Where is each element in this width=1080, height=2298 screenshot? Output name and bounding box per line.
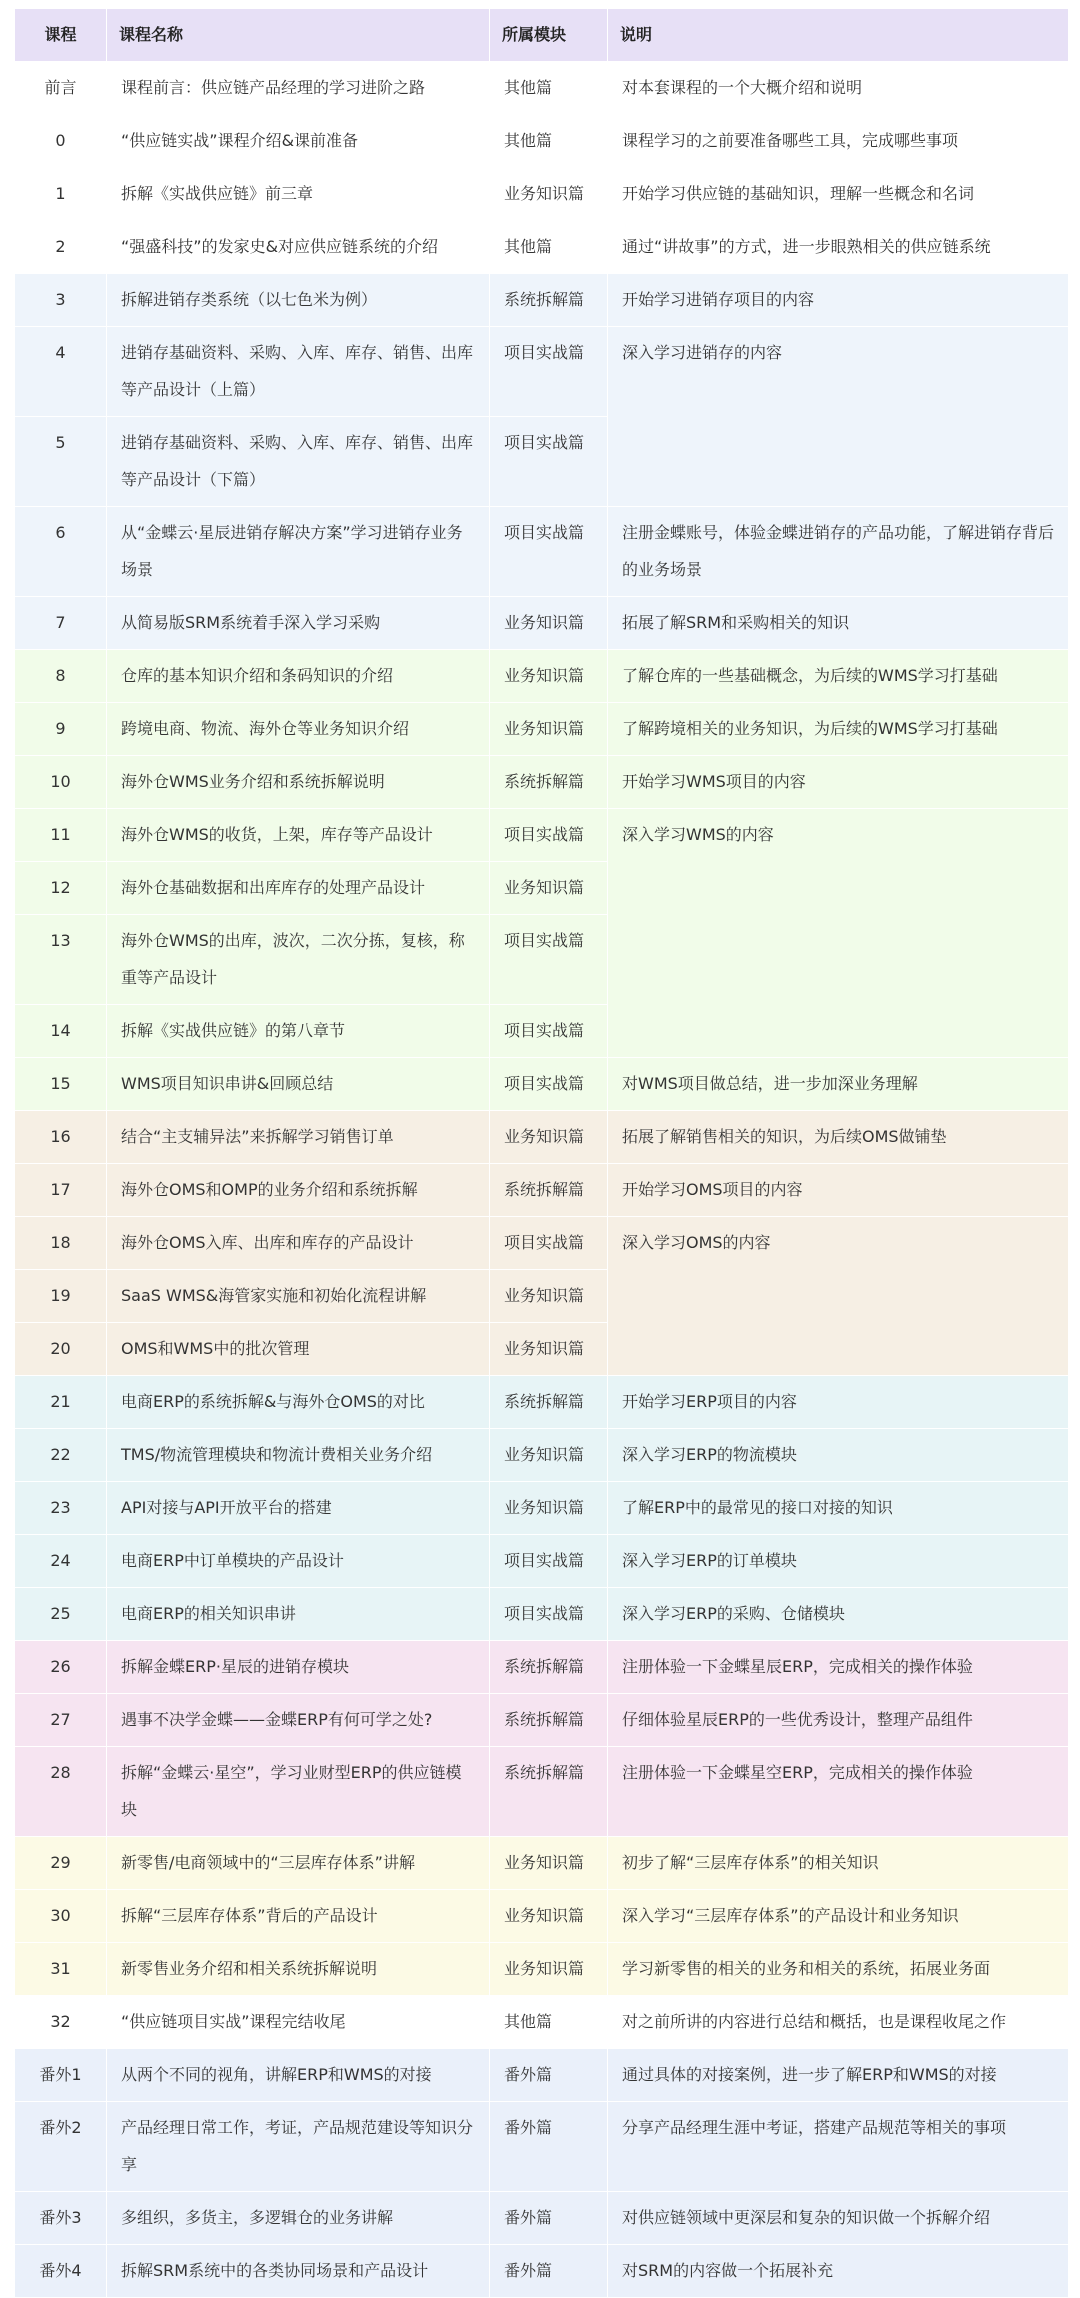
course-name: 产品经理日常工作，考证，产品规范建设等知识分享: [107, 2102, 490, 2192]
course-module: 项目实战篇: [490, 915, 608, 1005]
table-row: [15, 2102, 1069, 2192]
table-row: [15, 221, 1069, 274]
table-row: [15, 1996, 1069, 2049]
course-number: 7: [15, 597, 107, 650]
course-name: 拆解进销存类系统（以七色米为例）: [107, 274, 490, 327]
course-description: 开始学习OMS项目的内容: [608, 1164, 1069, 1217]
course-description: 注册金蝶账号，体验金蝶进销存的产品功能，了解进销存背后的业务场景: [608, 507, 1069, 597]
course-name: 海外仓WMS业务介绍和系统拆解说明: [107, 756, 490, 809]
course-name: 电商ERP的系统拆解&与海外仓OMS的对比: [107, 1376, 490, 1429]
course-number: 28: [15, 1747, 107, 1837]
course-description: 初步了解“三层库存体系”的相关知识: [608, 1837, 1069, 1890]
course-module: 番外篇: [490, 2192, 608, 2245]
course-name: 多组织，多货主，多逻辑仓的业务讲解: [107, 2192, 490, 2245]
course-module: 业务知识篇: [490, 650, 608, 703]
table-row: [15, 168, 1069, 221]
table-row: [15, 1943, 1069, 1996]
course-module: 系统拆解篇: [490, 274, 608, 327]
course-module: 系统拆解篇: [490, 1376, 608, 1429]
course-number: 23: [15, 1482, 107, 1535]
course-module: 其他篇: [490, 115, 608, 168]
table-row: [15, 650, 1069, 703]
course-module: 业务知识篇: [490, 1943, 608, 1996]
course-module: 业务知识篇: [490, 1890, 608, 1943]
course-description: 深入学习ERP的采购、仓储模块: [608, 1588, 1069, 1641]
course-name: 课程前言：供应链产品经理的学习进阶之路: [107, 62, 490, 115]
table-row: [15, 1482, 1069, 1535]
table-row: [15, 1111, 1069, 1164]
table-header: [15, 9, 1069, 62]
course-name: 新零售业务介绍和相关系统拆解说明: [107, 1943, 490, 1996]
course-description: 通过“讲故事”的方式，进一步眼熟相关的供应链系统: [608, 221, 1069, 274]
course-module: 项目实战篇: [490, 1535, 608, 1588]
course-module: 项目实战篇: [490, 327, 608, 417]
course-module: 其他篇: [490, 221, 608, 274]
course-module: 项目实战篇: [490, 507, 608, 597]
table-row: [15, 327, 1069, 417]
course-description: 对WMS项目做总结，进一步加深业务理解: [608, 1058, 1069, 1111]
course-description: 对本套课程的一个大概介绍和说明: [608, 62, 1069, 115]
course-number: 14: [15, 1005, 107, 1058]
course-number: 13: [15, 915, 107, 1005]
course-description: 分享产品经理生涯中考证，搭建产品规范等相关的事项: [608, 2102, 1069, 2192]
course-description: 拓展了解销售相关的知识，为后续OMS做铺垫: [608, 1111, 1069, 1164]
course-name: “供应链实战”课程介绍&课前准备: [107, 115, 490, 168]
course-name: 电商ERP中订单模块的产品设计: [107, 1535, 490, 1588]
table-row: [15, 1376, 1069, 1429]
course-number: 5: [15, 417, 107, 507]
course-name: 进销存基础资料、采购、入库、库存、销售、出库等产品设计（下篇）: [107, 417, 490, 507]
table-row: [15, 1429, 1069, 1482]
course-module: 业务知识篇: [490, 1482, 608, 1535]
course-name: 拆解《实战供应链》的第八章节: [107, 1005, 490, 1058]
course-module: 系统拆解篇: [490, 1641, 608, 1694]
header-course-name: 课程名称: [107, 9, 490, 62]
table-body: [15, 62, 1069, 2298]
course-table-container: [14, 8, 1068, 2298]
course-number: 10: [15, 756, 107, 809]
course-description: 深入学习ERP的物流模块: [608, 1429, 1069, 1482]
course-name: SaaS WMS&海管家实施和初始化流程讲解: [107, 1270, 490, 1323]
table-row: [15, 1641, 1069, 1694]
table-row: [15, 1694, 1069, 1747]
course-number: 31: [15, 1943, 107, 1996]
course-number: 19: [15, 1270, 107, 1323]
course-description: 了解ERP中的最常见的接口对接的知识: [608, 1482, 1069, 1535]
course-description: 注册体验一下金蝶星辰ERP，完成相关的操作体验: [608, 1641, 1069, 1694]
course-module: 业务知识篇: [490, 1270, 608, 1323]
course-description: 拓展了解SRM和采购相关的知识: [608, 597, 1069, 650]
course-number: 12: [15, 862, 107, 915]
course-module: 业务知识篇: [490, 862, 608, 915]
course-description: 开始学习供应链的基础知识，理解一些概念和名词: [608, 168, 1069, 221]
course-module: 番外篇: [490, 2245, 608, 2298]
course-module: 系统拆解篇: [490, 756, 608, 809]
course-module: 其他篇: [490, 1996, 608, 2049]
course-number: 0: [15, 115, 107, 168]
course-description: 仔细体验星辰ERP的一些优秀设计，整理产品组件: [608, 1694, 1069, 1747]
course-name: “强盛科技”的发家史&对应供应链系统的介绍: [107, 221, 490, 274]
course-description: 对之前所讲的内容进行总结和概括，也是课程收尾之作: [608, 1996, 1069, 2049]
table-row: [15, 2192, 1069, 2245]
table-row: [15, 1890, 1069, 1943]
course-name: 海外仓WMS的出库，波次，二次分拣，复核，称重等产品设计: [107, 915, 490, 1005]
table-row: [15, 507, 1069, 597]
course-name: API对接与API开放平台的搭建: [107, 1482, 490, 1535]
header-course: 课程: [15, 9, 107, 62]
table-row: [15, 1535, 1069, 1588]
course-description: 深入学习WMS的内容: [608, 809, 1069, 1058]
course-module: 番外篇: [490, 2102, 608, 2192]
course-description: 了解仓库的一些基础概念，为后续的WMS学习打基础: [608, 650, 1069, 703]
course-module: 系统拆解篇: [490, 1694, 608, 1747]
course-number: 16: [15, 1111, 107, 1164]
course-number: 26: [15, 1641, 107, 1694]
course-module: 项目实战篇: [490, 809, 608, 862]
course-name: 从两个不同的视角，讲解ERP和WMS的对接: [107, 2049, 490, 2102]
course-module: 项目实战篇: [490, 417, 608, 507]
course-description: 开始学习ERP项目的内容: [608, 1376, 1069, 1429]
course-module: 业务知识篇: [490, 1837, 608, 1890]
course-module: 番外篇: [490, 2049, 608, 2102]
course-description: 了解跨境相关的业务知识，为后续的WMS学习打基础: [608, 703, 1069, 756]
course-number: 30: [15, 1890, 107, 1943]
course-module: 其他篇: [490, 62, 608, 115]
course-module: 业务知识篇: [490, 168, 608, 221]
course-name: 进销存基础资料、采购、入库、库存、销售、出库等产品设计（上篇）: [107, 327, 490, 417]
course-name: 海外仓基础数据和出库库存的处理产品设计: [107, 862, 490, 915]
course-name: 从“金蝶云·星辰进销存解决方案”学习进销存业务场景: [107, 507, 490, 597]
course-module: 业务知识篇: [490, 597, 608, 650]
course-number: 22: [15, 1429, 107, 1482]
table-row: [15, 1058, 1069, 1111]
course-number: 32: [15, 1996, 107, 2049]
course-module: 系统拆解篇: [490, 1747, 608, 1837]
course-number: 25: [15, 1588, 107, 1641]
course-description: 注册体验一下金蝶星空ERP，完成相关的操作体验: [608, 1747, 1069, 1837]
course-description: 开始学习WMS项目的内容: [608, 756, 1069, 809]
course-description: 深入学习进销存的内容: [608, 327, 1069, 507]
course-number: 1: [15, 168, 107, 221]
course-description: 开始学习进销存项目的内容: [608, 274, 1069, 327]
course-name: WMS项目知识串讲&回顾总结: [107, 1058, 490, 1111]
table-row: [15, 62, 1069, 115]
course-module: 系统拆解篇: [490, 1164, 608, 1217]
header-module: 所属模块: [490, 9, 608, 62]
course-name: 拆解“金蝶云·星空”，学习业财型ERP的供应链模块: [107, 1747, 490, 1837]
course-name: TMS/物流管理模块和物流计费相关业务介绍: [107, 1429, 490, 1482]
course-number: 11: [15, 809, 107, 862]
course-name: 拆解SRM系统中的各类协同场景和产品设计: [107, 2245, 490, 2298]
course-description: 课程学习的之前要准备哪些工具，完成哪些事项: [608, 115, 1069, 168]
course-name: “供应链项目实战”课程完结收尾: [107, 1996, 490, 2049]
course-module: 项目实战篇: [490, 1588, 608, 1641]
course-name: 拆解“三层库存体系”背后的产品设计: [107, 1890, 490, 1943]
course-module: 业务知识篇: [490, 1111, 608, 1164]
table-row: [15, 274, 1069, 327]
course-description: 对SRM的内容做一个拓展补充: [608, 2245, 1069, 2298]
course-number: 番外3: [15, 2192, 107, 2245]
course-number: 3: [15, 274, 107, 327]
course-description: 深入学习ERP的订单模块: [608, 1535, 1069, 1588]
course-module: 业务知识篇: [490, 1429, 608, 1482]
course-number: 27: [15, 1694, 107, 1747]
course-number: 8: [15, 650, 107, 703]
course-description: 深入学习“三层库存体系”的产品设计和业务知识: [608, 1890, 1069, 1943]
course-name: 海外仓WMS的收货，上架，库存等产品设计: [107, 809, 490, 862]
course-number: 6: [15, 507, 107, 597]
course-number: 番外4: [15, 2245, 107, 2298]
header-description: 说明: [608, 9, 1069, 62]
table-row: [15, 2245, 1069, 2298]
table-row: [15, 597, 1069, 650]
course-number: 9: [15, 703, 107, 756]
course-name: 海外仓OMS和OMP的业务介绍和系统拆解: [107, 1164, 490, 1217]
course-name: 遇事不决学金蝶——金蝶ERP有何可学之处?: [107, 1694, 490, 1747]
course-number: 2: [15, 221, 107, 274]
table-row: [15, 703, 1069, 756]
course-description: 深入学习OMS的内容: [608, 1217, 1069, 1376]
course-number: 29: [15, 1837, 107, 1890]
course-number: 番外1: [15, 2049, 107, 2102]
table-row: [15, 2049, 1069, 2102]
table-row: [15, 809, 1069, 862]
table-row: [15, 1217, 1069, 1270]
course-number: 20: [15, 1323, 107, 1376]
course-name: 从简易版SRM系统着手深入学习采购: [107, 597, 490, 650]
course-number: 18: [15, 1217, 107, 1270]
course-number: 17: [15, 1164, 107, 1217]
course-module: 业务知识篇: [490, 1323, 608, 1376]
course-module: 项目实战篇: [490, 1005, 608, 1058]
course-description: 学习新零售的相关的业务和相关的系统，拓展业务面: [608, 1943, 1069, 1996]
course-number: 4: [15, 327, 107, 417]
course-name: 拆解金蝶ERP·星辰的进销存模块: [107, 1641, 490, 1694]
table-row: [15, 756, 1069, 809]
course-name: 海外仓OMS入库、出库和库存的产品设计: [107, 1217, 490, 1270]
course-number: 前言: [15, 62, 107, 115]
table-row: [15, 1837, 1069, 1890]
course-number: 15: [15, 1058, 107, 1111]
table-row: [15, 1747, 1069, 1837]
course-name: OMS和WMS中的批次管理: [107, 1323, 490, 1376]
course-table: [14, 8, 1069, 2298]
course-name: 结合“主支辅异法”来拆解学习销售订单: [107, 1111, 490, 1164]
course-number: 21: [15, 1376, 107, 1429]
course-number: 番外2: [15, 2102, 107, 2192]
table-row: [15, 1588, 1069, 1641]
course-description: 对供应链领域中更深层和复杂的知识做一个拆解介绍: [608, 2192, 1069, 2245]
course-module: 项目实战篇: [490, 1058, 608, 1111]
table-row: [15, 1164, 1069, 1217]
course-description: 通过具体的对接案例，进一步了解ERP和WMS的对接: [608, 2049, 1069, 2102]
course-name: 跨境电商、物流、海外仓等业务知识介绍: [107, 703, 490, 756]
course-number: 24: [15, 1535, 107, 1588]
table-row: [15, 115, 1069, 168]
course-name: 仓库的基本知识介绍和条码知识的介绍: [107, 650, 490, 703]
course-module: 项目实战篇: [490, 1217, 608, 1270]
course-name: 拆解《实战供应链》前三章: [107, 168, 490, 221]
header-row: [15, 9, 1069, 62]
course-name: 新零售/电商领域中的“三层库存体系”讲解: [107, 1837, 490, 1890]
course-name: 电商ERP的相关知识串讲: [107, 1588, 490, 1641]
course-module: 业务知识篇: [490, 703, 608, 756]
